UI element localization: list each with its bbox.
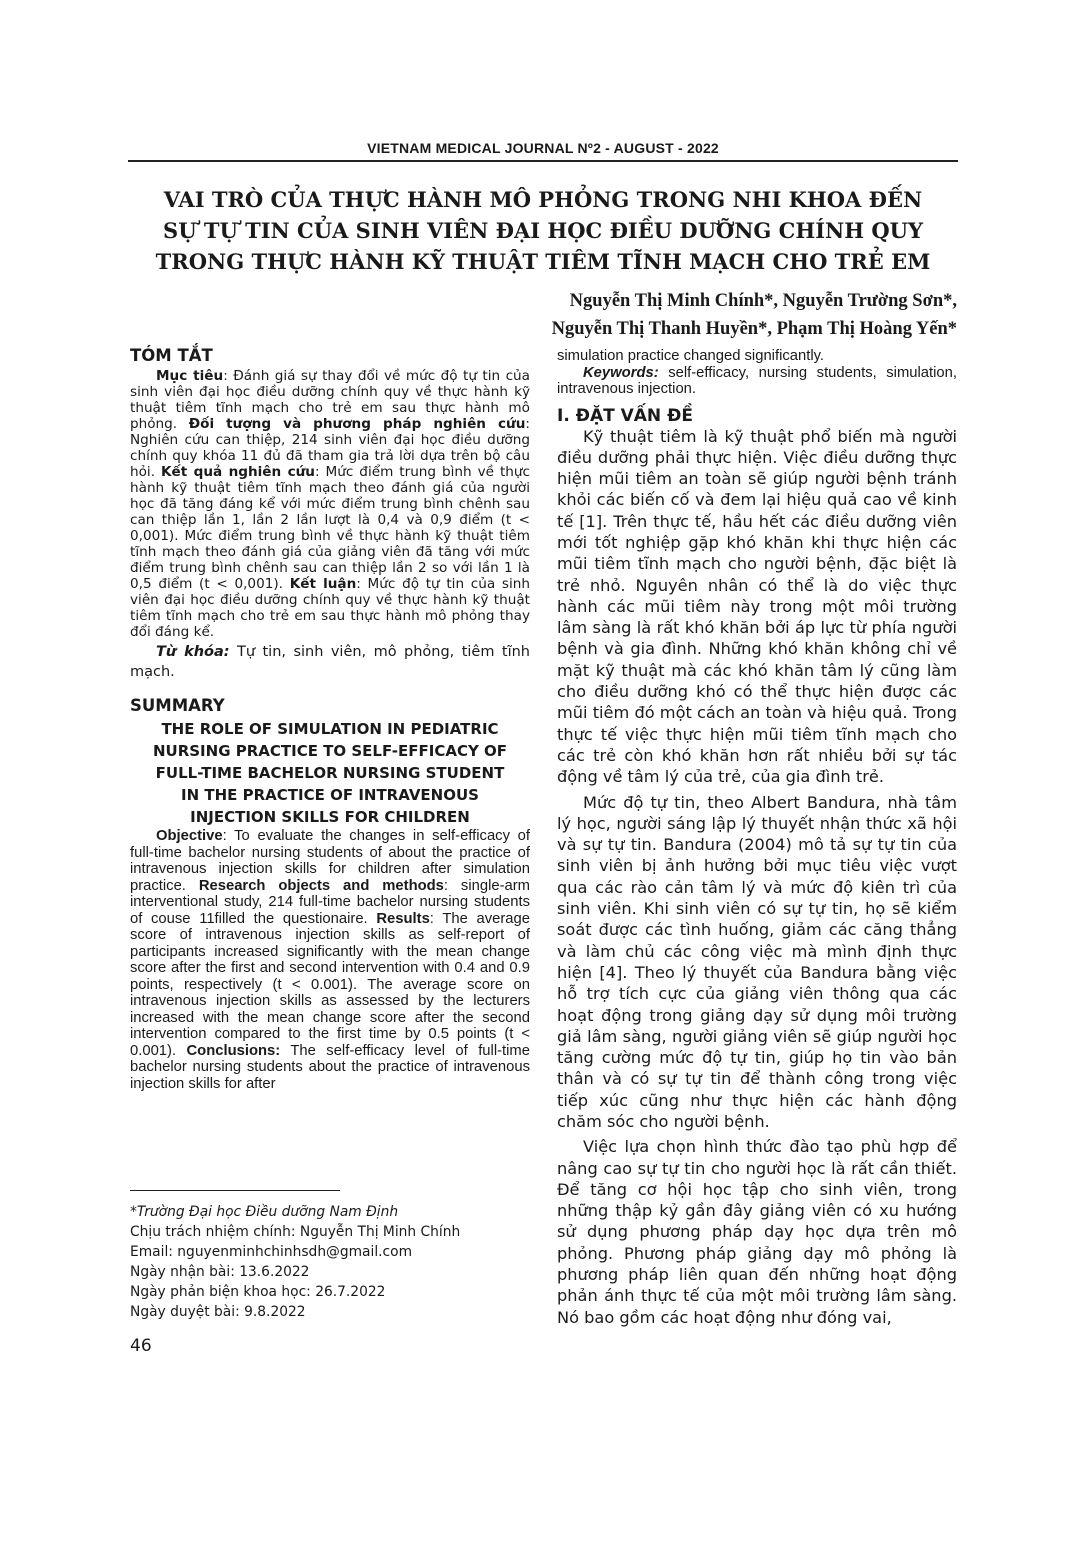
- footnote-accepted: Ngày duyệt bài: 9.8.2022: [130, 1304, 306, 1320]
- intro-paragraph: Việc lựa chọn hình thức đào tạo phù hợp để nâng cao sự tự tin cho người học là rất cần thiết. Để tăng cơ hội học tập cho sinh viên, trong những thập kỷ gần đây giảng viên có xu hướng sử dụng phương pháp dạy học dựa trên mô phỏng. Phương pháp giảng dạy mô phỏng là phương pháp liên quan đến những hoạt động phản ánh thực tế của một môi trường lâm sàng. Nó bao gồm các hoạt động như đóng vai,: [557, 1137, 957, 1327]
- abstract-vi-body: [130, 368, 530, 640]
- footnote-reviewed: Ngày phản biện khoa học: 26.7.2022: [130, 1284, 386, 1300]
- keywords-vi: [130, 642, 530, 682]
- footnote-responsible: Chịu trách nhiệm chính: Nguyễn Thị Minh Chính: [130, 1224, 461, 1240]
- en-methods-text: : single-arm interventional study, 214 full-time bachelor nursing students of couse 11filled the questionaire.: [130, 877, 530, 927]
- page-number: 46: [130, 1336, 152, 1356]
- summary-title: [130, 718, 530, 828]
- methods-label: Đối tượng và phương pháp nghiên cứu: [188, 416, 526, 432]
- keywords-en-text: self-efficacy, nursing students, simulation, intravenous injection.: [557, 364, 957, 397]
- authors: [552, 287, 957, 343]
- left-column: [130, 348, 530, 1092]
- footnotes: [130, 1202, 530, 1322]
- summary-title-line: INJECTION SKILLS FOR CHILDREN: [190, 808, 470, 826]
- footnote-affiliation: *Trường Đại học Điều dưỡng Nam Định: [130, 1204, 399, 1220]
- summary-body: [130, 828, 530, 1092]
- header-rule: [128, 160, 958, 162]
- right-column: [557, 348, 957, 1328]
- title-line: VAI TRÒ CỦA THỰC HÀNH MÔ PHỎNG TRONG NHI KHOA ĐẾN: [163, 187, 923, 212]
- intro-heading: I. ĐẶT VẤN ĐỀ: [557, 405, 693, 426]
- summary-title-line: NURSING PRACTICE TO SELF-EFFICACY OF: [152, 742, 508, 760]
- objective-text: : Đánh giá sự thay đổi về mức độ tự tin của sinh viên đại học điều dưỡng chính quy về thực hành kỹ thuật tiêm tĩnh mạch cho trẻ em sau thực hành mô phỏng.: [130, 368, 530, 432]
- objective-label: Mục tiêu: [156, 368, 224, 384]
- summary-title-line: IN THE PRACTICE OF INTRAVENOUS: [181, 786, 479, 804]
- results-label: Kết quả nghiên cứu: [161, 464, 315, 480]
- summary-continuation: simulation practice changed significantly.: [557, 348, 825, 364]
- summary-title-line: FULL-TIME BACHELOR NURSING STUDENT: [155, 764, 505, 782]
- en-results-text: : The average score of intravenous injection skills as self-report of participants increased significantly with the mean change score after the first and second intervention with 0.4 and 0.9 points, respectively (t < 0.001). The average score on intravenous injection skills as assessed by the lecturers increased with the mean change score after the second intervention compared to the first time by 0.5 points (t < 0.001).: [130, 910, 530, 1059]
- journal-header: VIETNAM MEDICAL JOURNAL Nº2 - AUGUST - 2022: [367, 140, 719, 156]
- authors-line: Nguyễn Thị Minh Chính*, Nguyễn Trường Sơn*,: [569, 291, 957, 311]
- en-conclusion-text: The self-efficacy level of full-time bachelor nursing students about the practice of intravenous injection skills for after: [130, 1042, 530, 1092]
- footnote-email: Email: nguyenminhchinhsdh@gmail.com: [130, 1244, 413, 1260]
- en-results-label: Results: [376, 910, 430, 927]
- intro-body: [557, 426, 957, 1328]
- results-text: : Mức điểm trung bình về thực hành kỹ thuật tiêm tĩnh mạch theo đánh giá của người học đã tăng đáng kể với mức điểm trung bình chênh sau can thiệp lần 1, lần 2 lần lượt là 0,4 và 0,9 điểm (t < 0,001). Mức điểm trung bình về thực hành kỹ thuật tiêm tĩnh mạch theo đánh giá của giảng viên đã tăng với mức điểm trung bình chênh sau can thiệp lần 2 so với lần 1 là 0,5 điểm (t < 0,001).: [130, 464, 531, 592]
- keywords-vi-text: Tự tin, sinh viên, mô phỏng, tiêm tĩnh mạch.: [130, 644, 530, 680]
- en-objective-label: Objective: [156, 828, 223, 844]
- summary-title-line: THE ROLE OF SIMULATION IN PEDIATRIC: [161, 720, 499, 738]
- conclusion-label: Kết luận: [289, 576, 357, 592]
- keywords-vi-label: Từ khóa:: [156, 644, 230, 660]
- intro-paragraph: Mức độ tự tin, theo Albert Bandura, nhà tâm lý học, người sáng lập lý thuyết nhận thức xã hội và sự tự tin. Bandura (2004) mô tả sự tự tin của sinh viên bị ảnh hưởng bởi mục tiêu việc vượt qua các rào cản tâm lý và mức độ kiên trì của sinh viên. Khi sinh viên có sự tự tin, họ sẽ kiểm soát được các tình huống, giảm các căng thẳng và làm chủ các công việc mà mình định thực hiện [4]. Theo lý thuyết của Bandura bằng việc hỗ trợ tích cực của giảng viên thông qua các hoạt động trong giảng dạy sử dụng môi trường giả lâm sàng, người giảng viên sẽ giúp người học tăng cường mức độ tự tin, giúp họ tin vào bản thân và có sự tự tin để thành công trong việc tiếp xúc cũng như thực hiện các hành động chăm sóc cho người bệnh.: [557, 792, 957, 1131]
- keywords-en-label: Keywords:: [583, 364, 659, 381]
- conclusion-text: : Mức độ tự tin của sinh viên đại học điều dưỡng chính quy về thực hành kỹ thuật tiêm tĩnh mạch cho trẻ em sau thực hành mô phỏng thay đổi đáng kể.: [130, 576, 530, 640]
- title-line: TRONG THỰC HÀNH KỸ THUẬT TIÊM TĨNH MẠCH CHO TRẺ EM: [155, 249, 931, 274]
- summary-heading: SUMMARY: [130, 696, 225, 715]
- title-line: SỰ TỰ TIN CỦA SINH VIÊN ĐẠI HỌC ĐIỀU DƯỠNG CHÍNH QUY: [163, 218, 923, 243]
- abstract-vi-heading: TÓM TẮT: [130, 346, 213, 365]
- footnote-rule: [130, 1190, 340, 1191]
- authors-line: Nguyễn Thị Thanh Huyền*, Phạm Thị Hoàng Yến*: [551, 319, 957, 339]
- article-title: [128, 184, 958, 277]
- footnote-received: Ngày nhận bài: 13.6.2022: [130, 1264, 310, 1280]
- intro-paragraph: Kỹ thuật tiêm là kỹ thuật phổ biến mà người điều dưỡng phải thực hiện. Việc điều dưỡng thực hiện mũi tiêm an toàn sẽ giúp người bệnh tránh khỏi các biến cố và đem lại hiệu quả cao về kinh tế [1]. Trên thực tế, hầu hết các điều dưỡng viên mới tốt nghiệp gặp khó khăn khi thực hiện các mũi tiêm tĩnh mạch cho người bệnh, đặc biệt là trẻ nhỏ. Nguyên nhân có thể là do việc thực hành các mũi tiêm này trong một môi trường lâm sàng là rất khó khăn bởi áp lực từ phía người bệnh và gia đình. Những khó khăn không chỉ về mặt kỹ thuật mà các khó khăn tâm lý cũng làm cho điều dưỡng khó có thể thực hiện được các mũi tiêm đó một cách an toàn và hiệu quả. Trong thực tế việc thực hiện mũi tiêm tĩnh mạch cho các trẻ còn khó khăn hơn rất nhiều bởi sự tác động về tâm lý của trẻ, của gia đình trẻ.: [557, 426, 957, 787]
- keywords-en: [557, 365, 957, 398]
- en-conclusion-label: Conclusions:: [186, 1042, 281, 1059]
- methods-text: : Nghiên cứu can thiệp, 214 sinh viên đại học điều dưỡng chính quy khóa 11 đủ đã tham gia trả lời dựa trên bộ câu hỏi.: [130, 416, 530, 480]
- en-methods-label: Research objects and methods: [198, 877, 444, 894]
- en-objective-text: : To evaluate the changes in self-efficacy of full-time bachelor nursing students of about the practice of intravenous injection skills for children after simulation practice.: [130, 828, 530, 894]
